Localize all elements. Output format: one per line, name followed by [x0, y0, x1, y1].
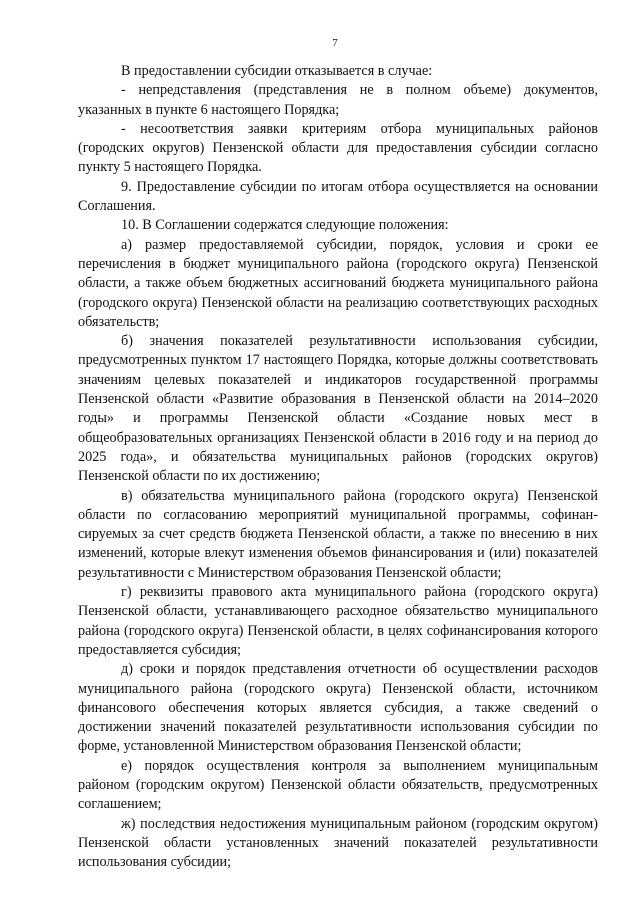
paragraph-item-v: в) обязательства муниципального района (городского округа) Пензенской области по согласованию мероприятий муниципальной программы, софинансируемых за счет средств бюджета Пензенской области, а также по внесению в них изменений, которые влекут изменения объемов финансирования и (или) показателей результативности с Министерством образования Пензенской области;: [78, 487, 598, 581]
page-number: 7: [332, 37, 338, 49]
paragraph-item-e: е) порядок осуществления контроля за выполнением муниципальным районом (городским округом) Пензенской области обязательств, предусмотренных соглашением;: [78, 757, 598, 813]
paragraph-item-a: а) размер предоставляемой субсидии, порядок, условия и сроки ее перечисления в бюджет муниципального района (городского округа) Пензенской области, а также объем бюджетных ассигнований бюджета муниципального района (городского округа) Пензенской области на реализацию соответствующих расходных обязательств;: [78, 236, 598, 330]
paragraph-refusal-item-documents: - непредставления (представления не в полном объеме) документов, указанных в пункте 6 настоящего Порядка;: [78, 82, 598, 118]
paragraph-refusal-intro: В предоставлении субсидии отказывается в случае:: [121, 63, 433, 79]
paragraph-clause-10: 10. В Соглашении содержатся следующие положения:: [121, 217, 449, 234]
paragraph-item-d: д) сроки и порядок представления отчетности об осуществлении расходов муниципального района (городского округа) Пензенской области, источником финансового обеспечения которых является субсидия, а также сведений о достижении значений показателей результативности использования субсидии по форме, установленной Министерством образования Пензенской области;: [78, 661, 598, 755]
paragraph-item-g: г) реквизиты правового акта муниципального района (городского округа) Пензенской области, устанавливающего расходное обязательство муниципального района (городского округа) Пензенской области, в целях софинансирования которого предоставляется субсидия;: [78, 584, 598, 658]
paragraph-item-zh: ж) последствия недостижения муниципальным районом (городским округом) Пензенской области установленных значений показателей результативности использования субсидии;: [78, 815, 598, 871]
document-body: [78, 62, 598, 872]
paragraph-clause-9: 9. Предоставление субсидии по итогам отбора осуществляется на основании Соглашения.: [78, 178, 598, 215]
paragraph-refusal-item-criteria: - несоответствия заявки критериям отбора муниципальных районов (городских округов) Пензенской области для предоставления субсидии согласно пункту 5 настоящего Порядка.: [78, 120, 598, 176]
paragraph-item-b: б) значения показателей результативности использования субсидии, предусмотренных пунктом 17 настоящего Порядка, которые должны соответствовать значениям целевых показателей и индикаторов государственной программы Пензенской области «Развитие образования в Пензенской области на 2014–2020 годы» и программы Пензенской области «Создание новых мест в общеобразовательных организациях Пензенской области в 2016 году и на период до 2025 года», и обязательства муниципальных районов (городских округов) Пензенской области по их достижению;: [78, 333, 598, 485]
